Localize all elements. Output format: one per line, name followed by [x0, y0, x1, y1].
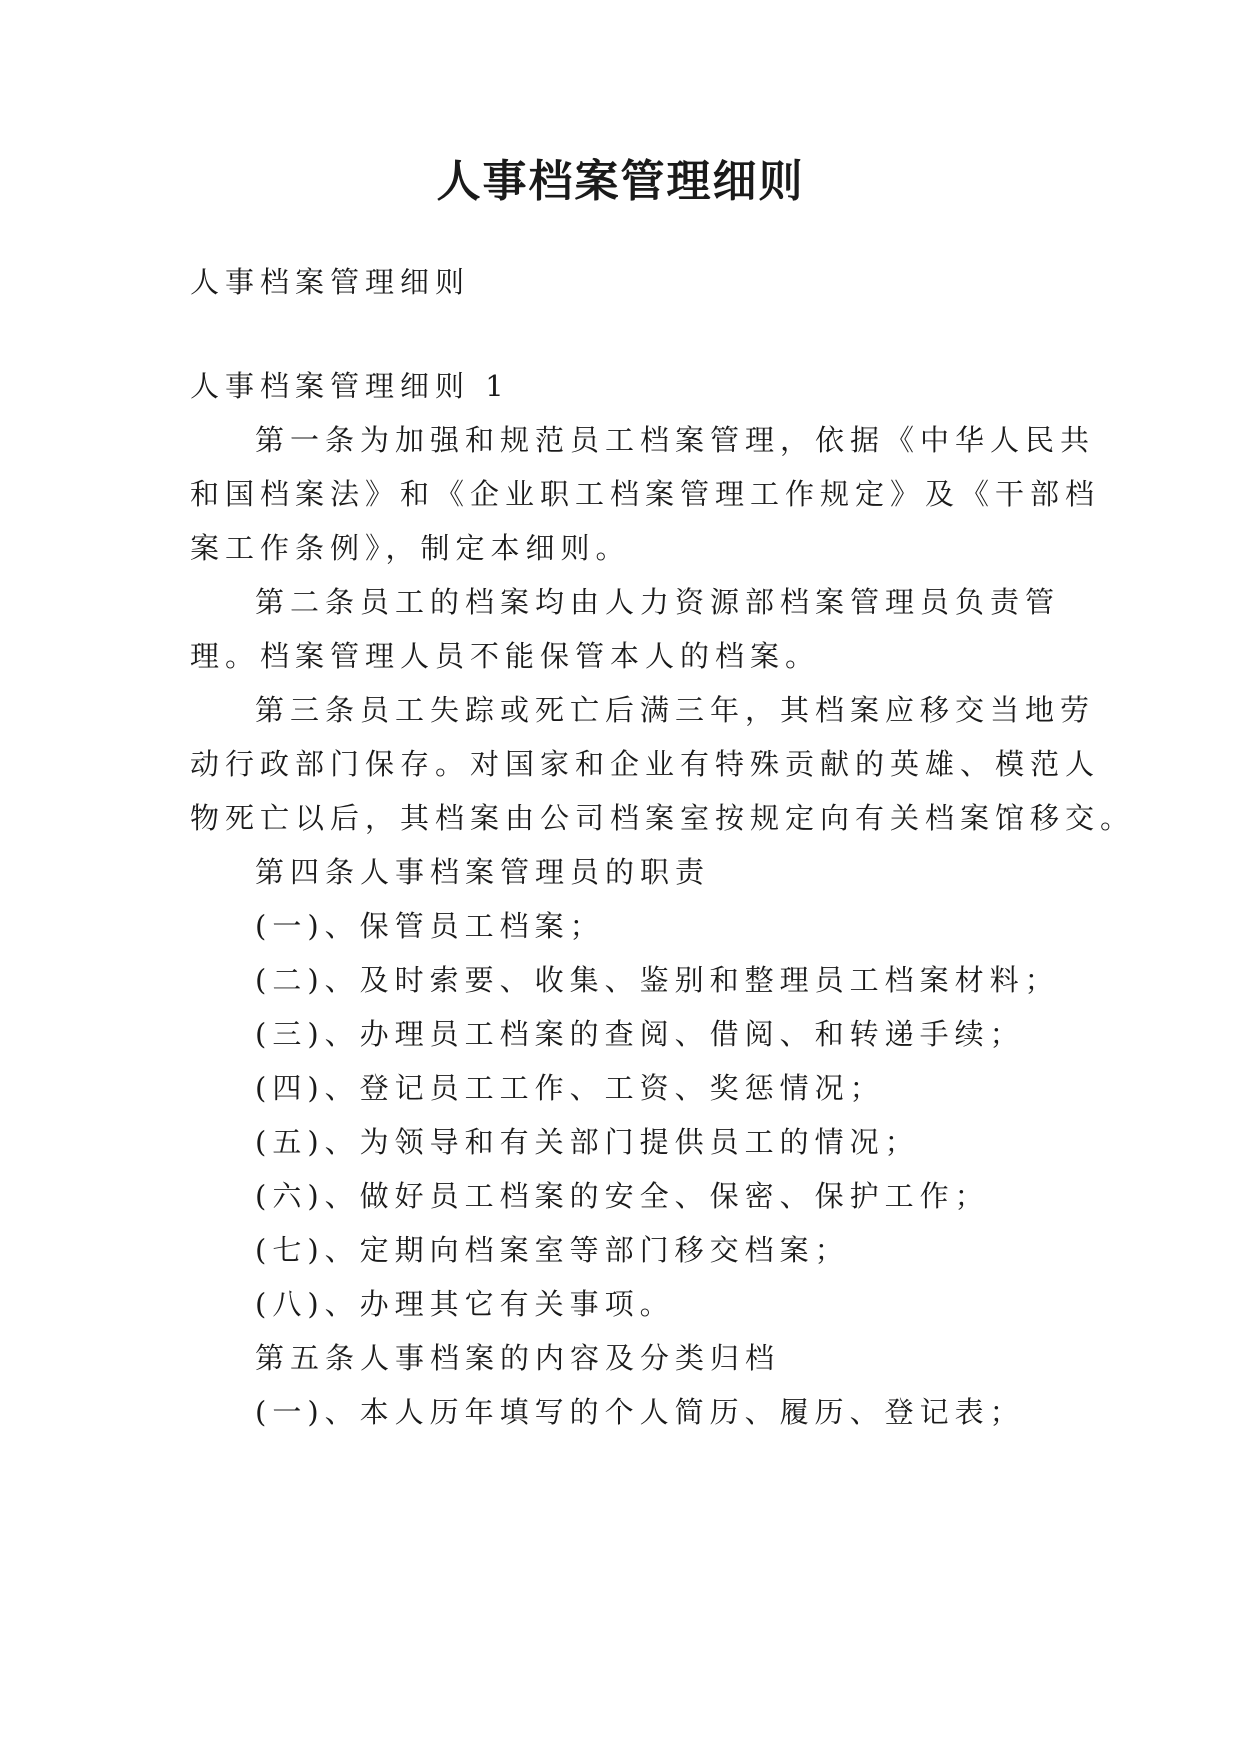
paragraph-line: 物死亡以后，其档案由公司档案室按规定向有关档案馆移交。 [190, 801, 1136, 835]
paragraph-line: 第三条员工失踪或死亡后满三年，其档案应移交当地劳 [255, 693, 1096, 727]
paragraph-line: 第五条人事档案的内容及分类归档 [255, 1341, 781, 1375]
list-item: (七)、定期向档案室等部门移交档案； [255, 1233, 850, 1267]
paragraph-line: 动行政部门保存。对国家和企业有特殊贡献的英雄、模范人 [190, 747, 1101, 781]
list-item: (六)、做好员工档案的安全、保密、保护工作； [255, 1179, 990, 1213]
paragraph-line: 第二条员工的档案均由人力资源部档案管理员负责管 [255, 585, 1061, 619]
list-item: (二)、及时索要、收集、鉴别和整理员工档案材料； [255, 963, 1060, 997]
document-title: 人事档案管理细则 [436, 156, 805, 207]
list-item: (五)、为领导和有关部门提供员工的情况； [255, 1125, 920, 1159]
list-item: (三)、办理员工档案的查阅、借阅、和转递手续； [255, 1017, 1025, 1051]
paragraph-line: 第四条人事档案管理员的职责 [255, 855, 711, 889]
list-item: (一)、保管员工档案； [255, 909, 605, 943]
paragraph-line: 案工作条例》，制定本细则。 [190, 531, 631, 565]
paragraph-line: 理。档案管理人员不能保管本人的档案。 [190, 639, 821, 673]
list-item: (一)、本人历年填写的个人简历、履历、登记表； [255, 1395, 1025, 1429]
paragraph-line: 和国档案法》和《企业职工档案管理工作规定》及《干部档 [190, 477, 1101, 511]
paragraph-line: 第一条为加强和规范员工档案管理，依据《中华人民共 [255, 423, 1096, 457]
list-item: (四)、登记员工工作、工资、奖惩情况； [255, 1071, 885, 1105]
section-heading: 人事档案管理细则 1 [190, 369, 510, 403]
document-subtitle: 人事档案管理细则 [190, 265, 471, 299]
list-item: (八)、办理其它有关事项。 [255, 1287, 675, 1321]
